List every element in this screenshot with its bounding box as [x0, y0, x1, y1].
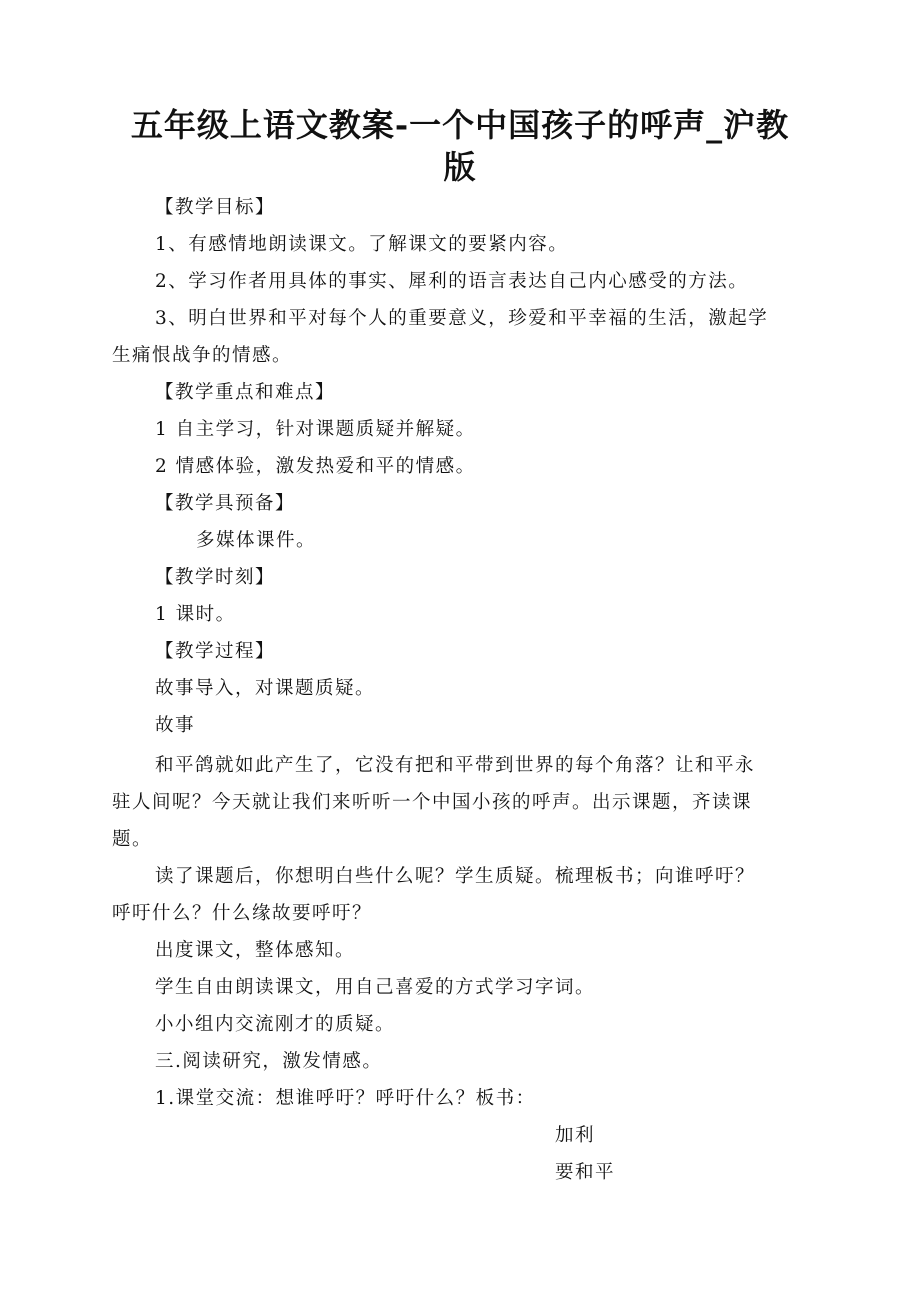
objective-item-1: 1、有感情地朗读课文。了解课文的要紧内容。	[155, 234, 569, 255]
key-point-2: 2 情感体验，激发热爱和平的情感。	[155, 456, 476, 477]
process-paragraph: 故事	[155, 715, 196, 736]
document-title	[110, 104, 810, 188]
process-paragraph: 和平鸽就如此产生了，它没有把和平带到世界的每个角落？让和平永	[155, 755, 756, 776]
title-line-2: 版	[443, 148, 477, 186]
process-paragraph: 题。	[112, 829, 153, 850]
process-paragraph: 驻人间呢？今天就让我们来听听一个中国小孩的呼声。出示课题，齐读课	[112, 792, 753, 813]
objective-item-3-cont: 生痛恨战争的情感。	[112, 345, 293, 366]
blackboard-note: 要和平	[555, 1162, 616, 1183]
section-heading-materials: 【教学具预备】	[155, 493, 296, 514]
materials-text: 多媒体课件。	[196, 530, 317, 551]
objective-item-3: 3、明白世界和平对每个人的重要意义，珍爱和平幸福的生活，激起学	[155, 308, 769, 329]
section-heading-key-points: 【教学重点和难点】	[155, 382, 336, 403]
process-paragraph: 1.课堂交流：想谁呼吁？呼吁什么？板书：	[155, 1088, 536, 1109]
process-paragraph: 出度课文，整体感知。	[155, 940, 356, 961]
time-text: 1 课时。	[155, 604, 236, 625]
blackboard-note: 加利	[555, 1125, 596, 1146]
section-heading-time: 【教学时刻】	[155, 567, 276, 588]
process-paragraph: 三.阅读研究，激发情感。	[155, 1051, 383, 1072]
process-paragraph: 呼吁什么？什么缘故要呼吁？	[112, 903, 373, 924]
title-line-1: 五年级上语文教案-一个中国孩子的呼声_沪教	[130, 106, 790, 144]
key-point-1: 1 自主学习，针对课题质疑并解疑。	[155, 419, 476, 440]
objective-item-2: 2、学习作者用具体的事实、犀利的语言表达自己内心感受的方法。	[155, 271, 749, 292]
process-paragraph: 小小组内交流刚才的质疑。	[155, 1014, 396, 1035]
process-paragraph: 读了课题后，你想明白些什么呢？学生质疑。梳理板书；向谁呼吁？	[155, 866, 756, 887]
section-heading-process: 【教学过程】	[155, 641, 276, 662]
process-paragraph: 学生自由朗读课文，用自己喜爱的方式学习字词。	[155, 977, 596, 998]
process-paragraph: 故事导入，对课题质疑。	[155, 678, 376, 699]
section-heading-objectives: 【教学目标】	[155, 197, 276, 218]
